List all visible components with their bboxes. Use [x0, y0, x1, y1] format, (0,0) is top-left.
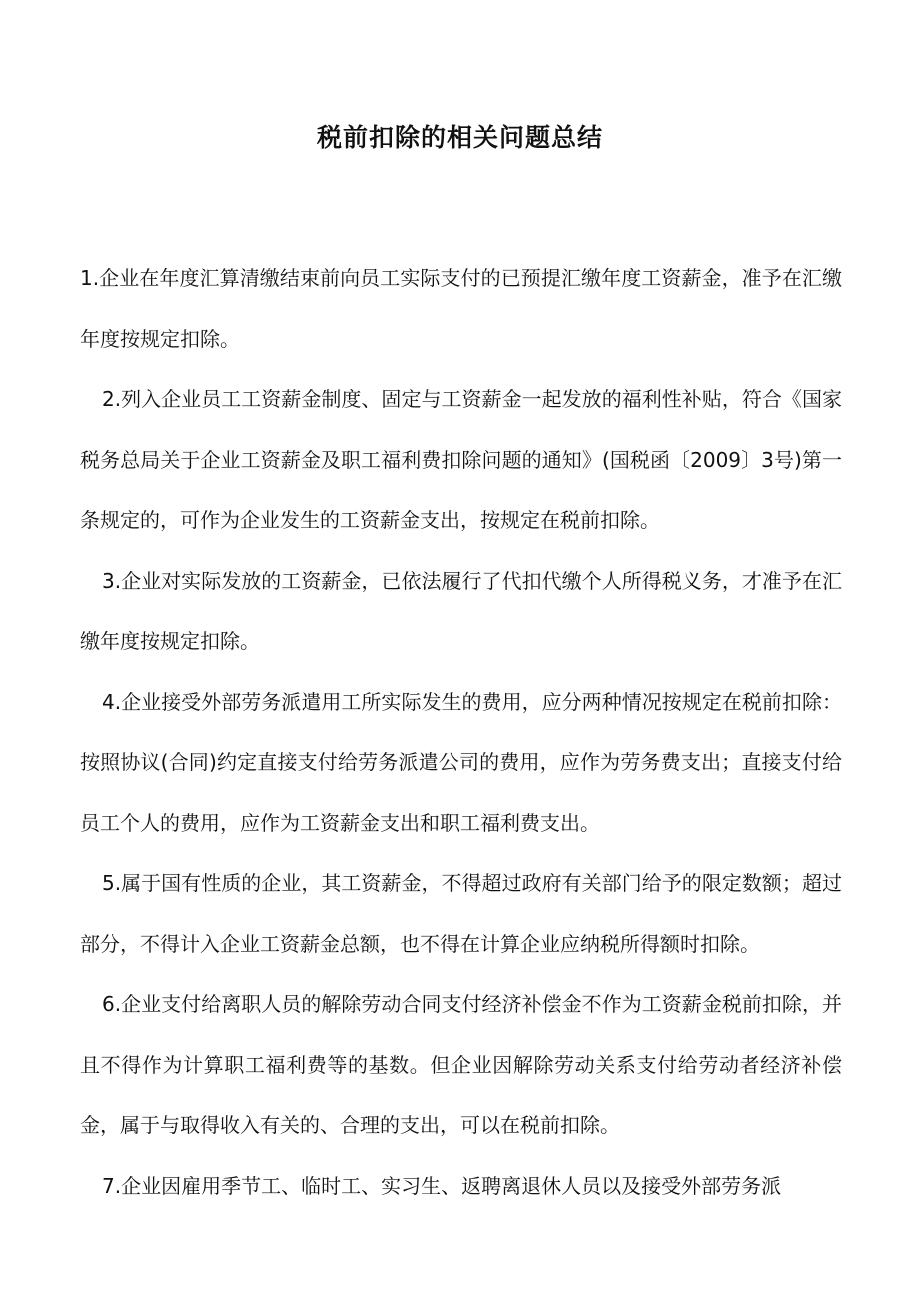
- paragraph-5: 5.属于国有性质的企业，其工资薪金，不得超过政府有关部门给予的限定数额；超过部分，不得计入企业工资薪金总额，也不得在计算企业应纳税所得额时扣除。: [80, 871, 842, 956]
- paragraph-7: 7.企业因雇用季节工、临时工、实习生、返聘离退休人员以及接受外部劳务派: [102, 1173, 782, 1198]
- paragraph-2: 2.列入企业员工工资薪金制度、固定与工资薪金一起发放的福利性补贴，符合《国家税务总局关于企业工资薪金及职工福利费扣除问题的通知》(国税函〔2009〕3号)第一条规定的，可作为企业发生的工资薪金支出，按规定在税前扣除。: [80, 387, 842, 532]
- document-title: 税前扣除的相关问题总结: [316, 123, 603, 152]
- paragraph-6: 6.企业支付给离职人员的解除劳动合同支付经济补偿金不作为工资薪金税前扣除，并且不得作为计算职工福利费等的基数。但企业因解除劳动关系支付给劳动者经济补偿金，属于与取得收入有关的、合理的支出，可以在税前扣除。: [80, 992, 842, 1137]
- paragraph-4: 4.企业接受外部劳务派遣用工所实际发生的费用，应分两种情况按规定在税前扣除：按照协议(合同)约定直接支付给劳务派遣公司的费用，应作为劳务费支出；直接支付给员工个人的费用，应作为工资薪金支出和职工福利费支出。: [80, 689, 842, 835]
- document-body: [80, 248, 842, 1216]
- paragraph-3: 3.企业对实际发放的工资薪金，已依法履行了代扣代缴个人所得税义务，才准予在汇缴年度按规定扣除。: [80, 568, 842, 653]
- paragraph-1: 1.企业在年度汇算清缴结束前向员工实际支付的已预提汇缴年度工资薪金，准予在汇缴年度按规定扣除。: [80, 266, 842, 351]
